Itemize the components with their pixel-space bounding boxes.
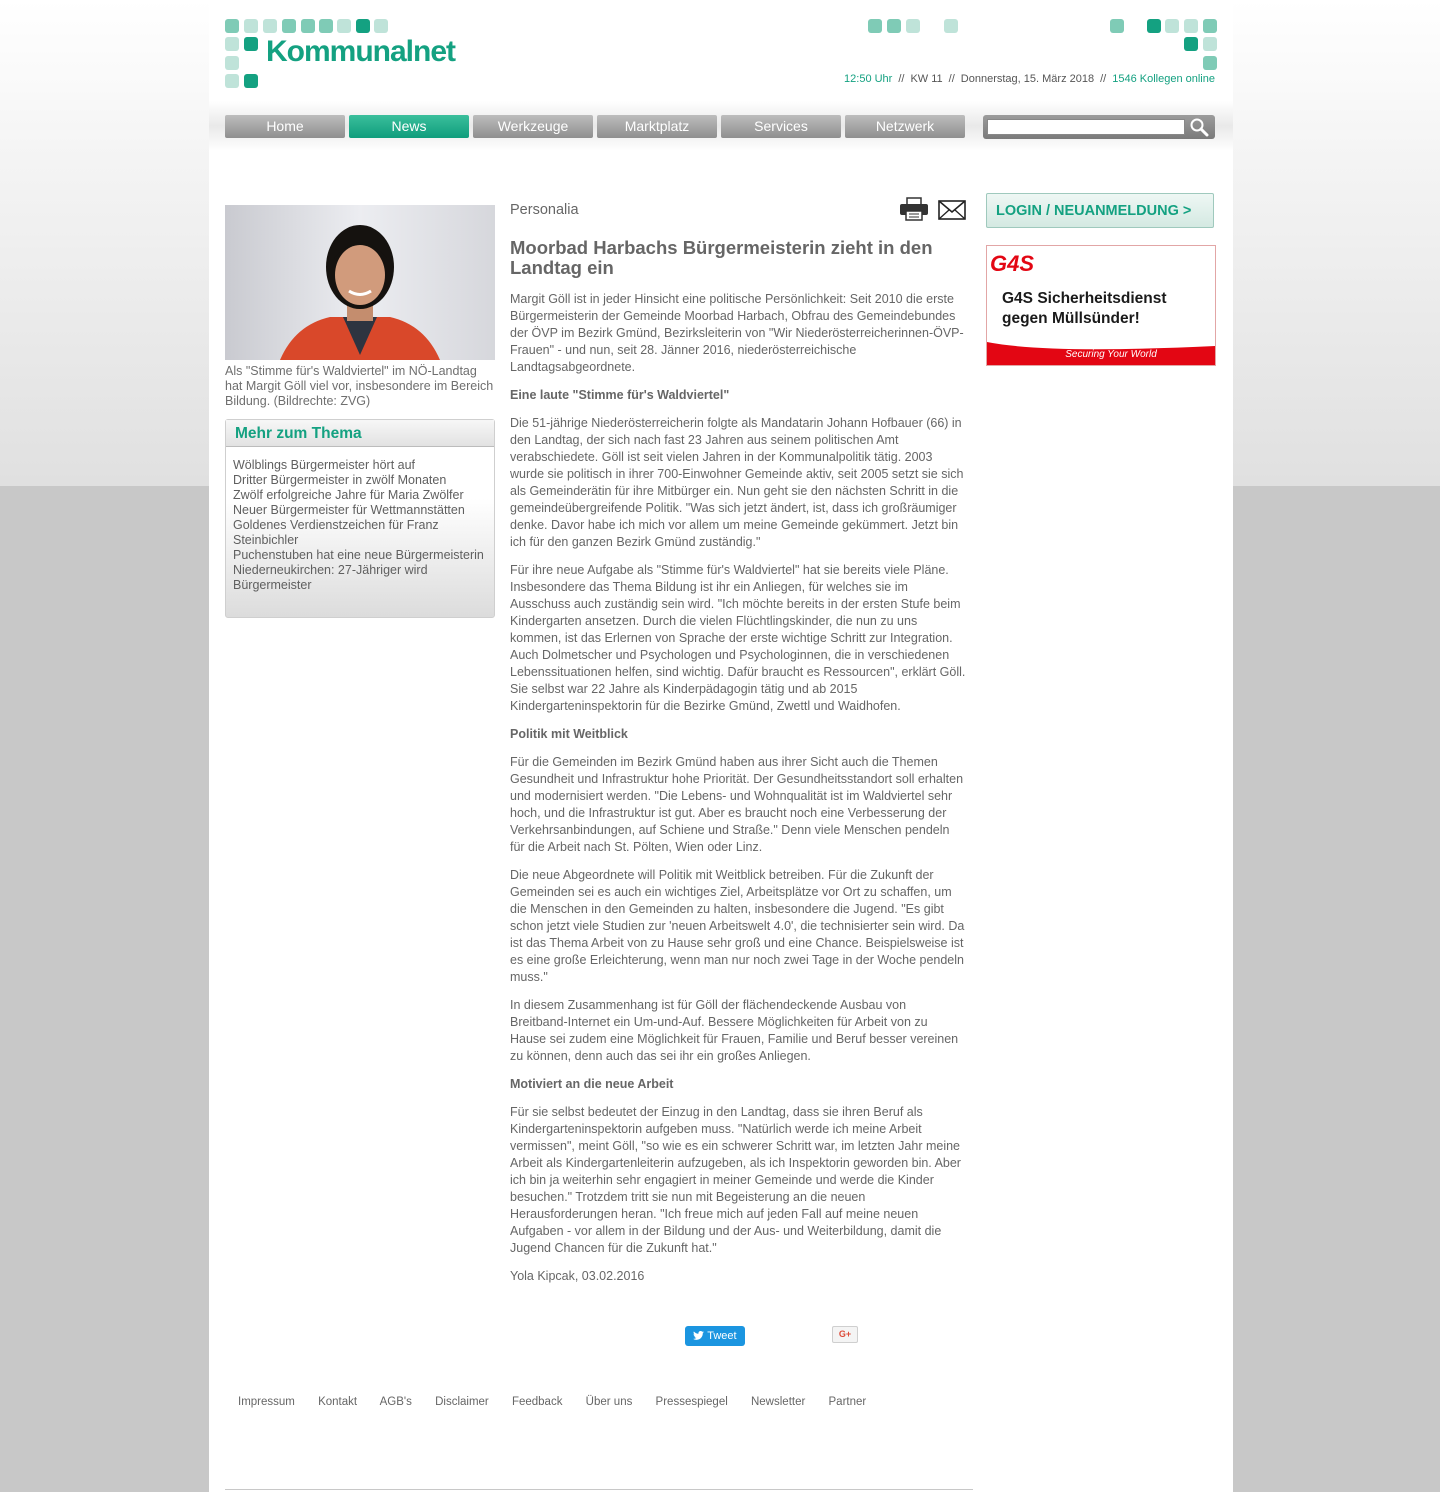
article-body (510, 291, 967, 1296)
related-link[interactable]: Goldenes Verdienstzeichen für Franz Steinbichler (233, 518, 439, 547)
article-photo (225, 205, 495, 360)
article-paragraph: Margit Göll ist in jeder Hinsicht eine politische Persönlichkeit: Seit 2010 die erste Bürgermeisterin der Gemeinde Moorbad Harbach, Obfrau des Gemeindebundes der ÖVP im Bezirk Gmünd, Bezirksleiterin von "Wir Niederösterreicherinnen-ÖVP-Frauen" - und nun, seit 28. Jänner 2016, niederösterreichische Landtagsabgeordnete. (510, 292, 964, 374)
nav-services[interactable]: Services (721, 115, 841, 138)
nav-werkzeuge[interactable]: Werkzeuge (473, 115, 593, 138)
calendar-week: KW 11 (910, 73, 943, 85)
article-category: Personalia (510, 202, 579, 218)
footer-link[interactable]: Über uns (585, 1396, 633, 1408)
article-paragraph: Für sie selbst bedeutet der Einzug in den Landtag, dass sie ihren Beruf als Kindergarteninspektorin aufgeben muss. "Natürlich werde ich meine Arbeit vermissen", meint Göll, "so wie es ein schwerer Schritt war, im letzten Jahr meine Arbeit als Kindergartenleiterin aufzugeben, als ich Inspektorin geworden bin. Aber ich bin ja weiterhin sehr engagiert in meiner Gemeinde und werde die Kinder besuchen." Trotzdem tritt sie nun mit Begeisterung an die neuen Herausforderungen heran. "Ich freue mich auf jeden Fall auf meine neuen Aufgaben - vor allem in der Bildung und der Aus- und Weiterbildung, damit die Jugend Chancen für die Zukunft hat." (510, 1105, 961, 1255)
related-link[interactable]: Wölblings Bürgermeister hört auf (233, 458, 416, 472)
related-link[interactable]: Zwölf erfolgreiche Jahre für Maria Zwölfer (233, 488, 464, 502)
article-paragraph: Für die Gemeinden im Bezirk Gmünd haben aus ihrer Sicht auch die Themen Gesundheit und Infrastruktur hohe Priorität. Der Gesundheitsstandort soll erhalten und modernisiert werden. "Die Lebens- und Wohnqualität ist im Waldviertel sehr hoch, und die Infrastruktur ist gut. Aber es braucht noch eine Verbesserung der Verkehrsanbindungen, auf Schiene und Straße." Denn viele Menschen pendeln für die Arbeit nach St. Pölten, Wien oder Linz. (510, 755, 964, 854)
tweet-label: Tweet (707, 1330, 737, 1342)
photo-caption: Als "Stimme für's Waldviertel" im NÖ-Landtag hat Margit Göll viel vor, insbesondere im Bereich Bildung. (Bildrechte: ZVG) (225, 364, 494, 408)
footer-divider (225, 1489, 973, 1490)
related-box (225, 419, 495, 618)
footer-link[interactable]: Kontakt (318, 1396, 358, 1408)
related-link[interactable]: Neuer Bürgermeister für Wettmannstätten (233, 503, 465, 517)
article-subheading: Eine laute "Stimme für's Waldviertel" (510, 388, 730, 402)
article-paragraph: In diesem Zusammenhang ist für Göll der flächendeckende Ausbau von Breitband-Internet ein Um-und-Auf. Bessere Möglichkeiten für Arbeit von zu Hause sei zudem eine Möglichkeit für Frauen, Familie und Beruf besser vereinen zu können, denn auch das sei ihr ein großes Anliegen. (510, 998, 959, 1063)
related-link[interactable]: Dritter Bürgermeister in zwölf Monaten (233, 473, 447, 487)
article-paragraph: Für ihre neue Aufgabe als "Stimme für's Waldviertel" hat sie bereits viele Pläne. Insbesondere das Thema Bildung ist ihr ein Anliegen, für welches sie im Ausschuss auch zuständig sein wird. "Ich möchte bereits in der ersten Stufe beim Kindergarten ansetzen. Durch die vielen Flüchtlingskinder, die nun zu uns kommen, ist das Erlernen von Sprache der erste wichtige Schritt zur Integration. Auch Dolmetscher und Psychologen und Psychologinnen, die in verschiedenen Lebenssituationen helfen, sind wichtig. Dafür braucht es Ressourcen", erklärt Göll. Sie selbst war 22 Jahre als Kinderpädagogin tätig und ab 2015 Kindergarteninspektorin für die Bezirke Gmünd, Zwettl und Waidhofen. (510, 563, 966, 713)
current-date: Donnerstag, 15. März 2018 (960, 73, 1095, 85)
article-paragraph: Die 51-jährige Niederösterreicherin folgte als Mandatarin Johann Hofbauer (66) in den Landtag, der sich nach fast 23 Jahren aus seinem politischen Amt verabschiedete. Göll ist seit vielen Jahren in der Kommunalpolitik tätig. 2003 wurde sie politisch in ihrer 700-Einwohner Gemeinde aktiv, seit 2005 setzt sie sich als Gemeinderätin für ihre Mitbürger ein. Nun geht sie den nächsten Schritt in die gemeindeübergreifende Politik. "Was sich jetzt ändert, ist, dass ich großräumiger denke. Davor habe ich mich vor allem um meine Gemeinde gekümmert. Jetzt bin ich für den ganzen Bezirk Gmünd zuständig." (510, 416, 964, 549)
footer-link[interactable]: Pressespiegel (655, 1396, 728, 1408)
search-box (983, 115, 1215, 139)
footer-link[interactable]: Disclaimer (435, 1396, 489, 1408)
nav-news[interactable]: News (349, 115, 469, 138)
nav-netzwerk[interactable]: Netzwerk (845, 115, 965, 138)
article-paragraph: Die neue Abgeordnete will Politik mit Weitblick betreiben. Für die Zukunft der Gemeinden sei es auch ein wichtiges Ziel, Arbeitsplätze vor Ort zu schaffen, um die Menschen in den Gemeinden zu halten, insbesondere die Jugend. "Es gibt schon jetzt viele Studien zur 'neuen Arbeitswelt 4.0', die technisierter sein wird. Da ist das Thema Arbeit von zu Hause sehr groß und eine Chance. Beispielsweise ist es eine große Erleichterung, wenn man nur noch zwei Tage in der Woche pendeln muss." (510, 868, 965, 984)
footer-link[interactable]: Partner (828, 1396, 867, 1408)
article-title: Moorbad Harbachs Bürgermeisterin zieht in den Landtag ein (510, 237, 933, 278)
footer-link[interactable]: Impressum (238, 1396, 295, 1408)
online-count-link[interactable]: 1546 Kollegen online (1112, 73, 1215, 85)
ad-logo: G4S (990, 251, 1035, 276)
search-button[interactable] (1189, 117, 1209, 137)
gplus-button[interactable]: G+ (832, 1326, 858, 1343)
tweet-button[interactable] (685, 1326, 745, 1346)
print-icon[interactable] (899, 197, 929, 221)
related-link[interactable]: Niederneukirchen: 27-Jähriger wird Bürgermeister (233, 563, 428, 592)
article-subheading: Motiviert an die neue Arbeit (510, 1077, 674, 1091)
related-link[interactable]: Puchenstuben hat eine neue Bürgermeisterin (233, 548, 484, 562)
info-bar: 12:50 Uhr // KW 11 // Donnerstag, 15. März 2018 // 1546 Kollegen online (844, 73, 1215, 85)
ad-tagline: Securing Your World (1065, 349, 1157, 360)
current-time: 12:50 Uhr (844, 73, 893, 85)
ad-banner[interactable] (986, 245, 1216, 366)
logo-text: Kommunalnet (266, 35, 456, 68)
mail-icon[interactable] (938, 200, 966, 220)
nav-marktplatz[interactable]: Marktplatz (597, 115, 717, 138)
ad-text: G4S Sicherheitsdienst gegen Müllsünder! (1002, 290, 1167, 327)
page (209, 2, 1233, 1492)
login-button[interactable]: LOGIN / NEUANMELDUNG > (986, 193, 1214, 228)
search-icon (1189, 117, 1209, 137)
related-title: Mehr zum Thema (226, 420, 494, 447)
search-input[interactable] (987, 119, 1185, 135)
article-author: Yola Kipcak, 03.02.2016 (510, 1269, 645, 1283)
footer-link[interactable]: Newsletter (750, 1396, 806, 1408)
twitter-icon (693, 1331, 704, 1340)
article-subheading: Politik mit Weitblick (510, 727, 628, 741)
footer-link[interactable]: Feedback (511, 1396, 563, 1408)
footer-nav (238, 1396, 886, 1408)
nav-home[interactable]: Home (225, 115, 345, 138)
footer-link[interactable]: AGB's (379, 1396, 412, 1408)
